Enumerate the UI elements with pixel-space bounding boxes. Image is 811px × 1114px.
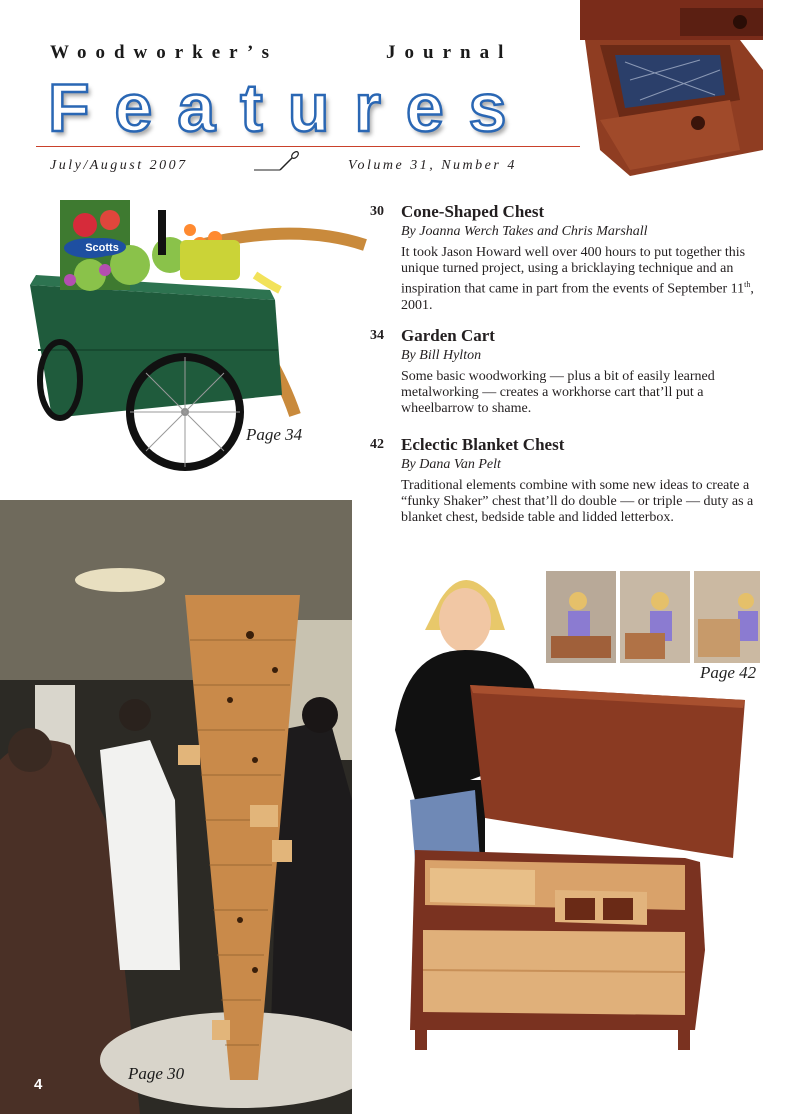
toc-title[interactable]: Garden Cart: [401, 326, 495, 345]
scotts-logo: [78, 238, 126, 256]
issue-volume: Volume 31, Number 4: [348, 158, 517, 173]
toc-entry-blanket-chest[interactable]: [370, 435, 760, 545]
drawer-photo: [580, 0, 763, 176]
toc-title[interactable]: Cone-Shaped Chest: [401, 202, 545, 221]
scotts-logo-text: Scotts: [85, 242, 119, 254]
toc-description: [401, 245, 766, 314]
toc-page-number: 34: [370, 328, 384, 343]
ordinal-suffix: th: [744, 280, 751, 289]
toc-byline: By Joanna Werch Takes and Chris Marshall: [401, 224, 648, 239]
toc-page-number: 42: [370, 437, 384, 452]
cone-chest-photo: [0, 500, 352, 1114]
toc-description: Traditional elements combine with some new ideas to create a “funky Shaker” chest that’ll do double — or triple — duty as a blanket chest, bedside table and lidded letterbox.: [401, 478, 754, 525]
issue-date: July/August 2007: [50, 158, 188, 173]
header-rule: [36, 146, 581, 147]
garden-cart-page-ref: Page 34: [246, 425, 303, 444]
page-folio: 4: [34, 1076, 43, 1093]
toc-byline: By Bill Hylton: [401, 348, 482, 363]
blanket-chest-photo: [385, 560, 760, 1050]
cone-chest-page-ref: Page 30: [128, 1064, 185, 1083]
masthead-journal: Journal: [386, 42, 513, 63]
toc-entry-cone-chest[interactable]: [370, 202, 760, 312]
toc-description-end: , 2001.: [401, 281, 754, 313]
blanket-chest-page-ref: Page 42: [700, 663, 757, 682]
awl-icon: [254, 150, 304, 174]
toc-title[interactable]: Eclectic Blanket Chest: [401, 435, 565, 454]
masthead-woodworkers: Woodworker’s: [50, 42, 278, 63]
toc-byline: By Dana Van Pelt: [401, 457, 501, 472]
garden-cart-photo: [30, 190, 370, 480]
section-title: Features: [48, 70, 532, 146]
toc-description: Some basic woodworking — plus a bit of easily learned metalworking — creates a workhorse cart that’ll put a wheelbarrow to shame.: [401, 369, 715, 416]
masthead: [50, 42, 570, 64]
toc-page-number: 30: [370, 204, 384, 219]
toc-description-text: It took Jason Howard well over 400 hours to put together this unique turned project, using a bricklaying technique and an inspiration that came in part from the events of September 11: [401, 245, 746, 297]
toc-entry-garden-cart[interactable]: [370, 326, 760, 422]
